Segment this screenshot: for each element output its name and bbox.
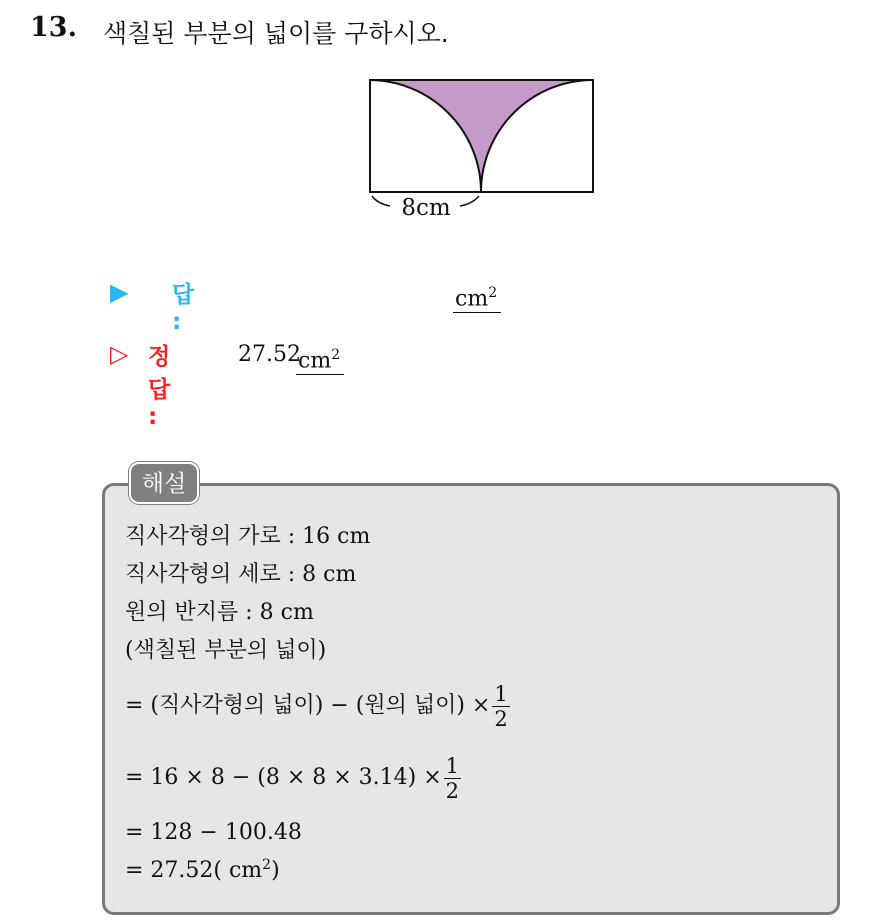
fraction-denominator-2: 2 [445, 778, 460, 803]
explanation-line-substitution [125, 742, 510, 814]
fraction-half-2 [444, 754, 461, 803]
formula-text: = (직사각형의 넓이) − (원의 넓이) × [125, 693, 491, 718]
explanation-line-target: (색칠된 부분의 넓이) [125, 638, 327, 663]
substitution-text: = 16 × 8 − (8 × 8 × 3.14) × [125, 765, 442, 790]
correct-answer-unit-exponent: 2 [331, 347, 341, 363]
answer-unit: cm [455, 286, 489, 312]
result-text: = 27.52( cm [125, 858, 263, 883]
result-exponent: 2 [262, 857, 272, 873]
dimension-label: 8cm [401, 195, 451, 221]
correct-arrow-icon: ▷ [110, 340, 129, 368]
explanation-line-difference: = 128 − 100.48 [125, 820, 302, 845]
fraction-numerator: 1 [494, 681, 508, 706]
question-text: 색칠된 부분의 넓이를 구하시오. [103, 19, 449, 48]
correct-answer-unit: cm [298, 348, 332, 374]
fraction-half [492, 682, 509, 731]
correct-answer-value: 27.52 [238, 342, 301, 367]
correct-answer-label: 정답 : [148, 344, 171, 430]
answer-unit-exponent: 2 [488, 285, 498, 301]
result-close: ) [271, 858, 280, 883]
answer-blank[interactable] [453, 280, 501, 313]
explanation-tab: 해설 [129, 462, 199, 504]
explanation-line-radius: 원의 반지름 : 8 cm [125, 600, 314, 625]
explanation-line-result [125, 852, 510, 890]
explanation-line-width: 직사각형의 가로 : 16 cm [125, 524, 371, 549]
explanation-lines [125, 518, 510, 890]
fraction-numerator-2: 1 [445, 753, 460, 778]
fraction-denominator: 2 [494, 706, 508, 731]
explanation-line-height: 직사각형의 세로 : 8 cm [125, 562, 357, 587]
answer-label: 답 : [172, 282, 195, 335]
area-figure [360, 70, 600, 225]
correct-answer-unit-wrap [296, 342, 344, 375]
answer-arrow-icon: ▶ [110, 278, 129, 306]
explanation-line-formula [125, 670, 510, 742]
question-number: 13. [30, 12, 77, 43]
